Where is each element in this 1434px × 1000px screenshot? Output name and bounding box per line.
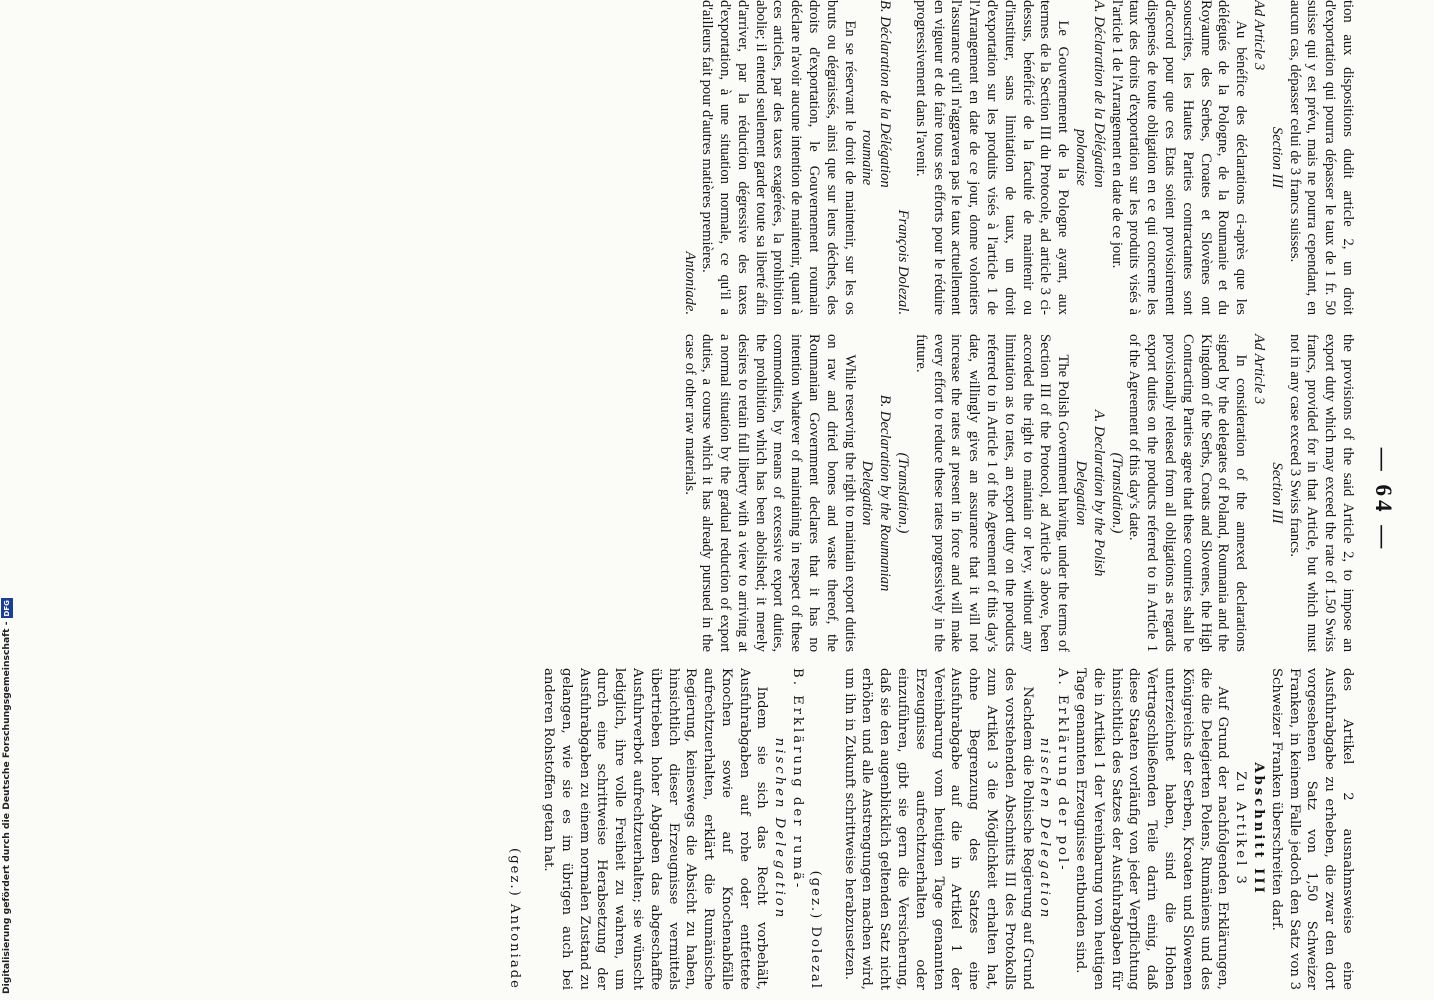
german-column bbox=[505, 668, 1356, 990]
english-section-text: In consideration of the annexed declarations signed by the delegates of Poland, Roumania and the Kingdom of the Serbs, Croats and Slovenes, the High Contracting Parties agree that these countries shall be provisionally released from all obligations as regards export duties on the products referred to in Article 1 of the Agreement of this day's date. bbox=[1126, 334, 1250, 652]
german-signature-a: (gez.) Dolezal bbox=[807, 870, 823, 990]
french-declaration-a-heading: A. Déclaration de la Délégation bbox=[1090, 0, 1107, 188]
english-section-heading: Section III bbox=[1268, 462, 1285, 524]
page-number: — 64 — bbox=[1371, 447, 1396, 553]
credit-text: Digitalisierung gefördert durch die Deutsche Forschungsgemeinschaft - bbox=[1, 621, 12, 994]
english-translation-note-b: (Translation.) bbox=[895, 452, 912, 534]
german-declaration-a-text: Nachdem die Polnische Regierung auf Grund des vorstehenden Abschnitts III des Protokolls zum Artikel 3 die Möglichkeit erhalten hat, ohne Begrenzung des Satzes eine Ausfuhrabgabe auf die in Artikel 1 der Vereinbarung vom heutigen Tage genannten Erzeugnisse aufrechtzuerhalten oder einzuführen, gibt sie gern die Versicherung, daß sie den augenblicklich geltenden Satz nicht erhöhen und alle Anstrengungen machen wird, um ihn in Zukunft schrittweise herabzusetzen. bbox=[841, 668, 1035, 990]
german-declaration-a-heading: A. Erklärung der pol- bbox=[1055, 668, 1071, 873]
french-continuation: tion aux dispositions dudit article 2, un droit d'exportation qui pourra dépasser le taux de 1 fr. 50 suisse qui y est prévu, mais ne pourra cependant, en aucun cas, dépasser celui de 3 francs suisses. bbox=[1286, 0, 1356, 315]
french-declaration-a-text: Le Gouvernement de la Pologne ayant, aux termes de la Section III du Protocole, ad article 3 ci-dessus, bénéficié de la faculté de maintenir ou d'instituer, sans limitation de taux, un droit d'exportation sur les produits visés à l'article 1 de l'Arrangement en date de ce jour, donne volontiers l'assurance qu'il n'aggravera pas le taux actuellement en vigueur et de faire tous ses efforts pour le réduire progressivement dans l'avenir. bbox=[912, 0, 1072, 315]
digitization-credit bbox=[1, 600, 13, 994]
french-declaration-b-heading: B. Déclaration de la Délégation bbox=[877, 0, 894, 188]
english-declaration-b-subheading: Delegation bbox=[859, 460, 876, 526]
german-declaration-b-subheading: nischen Delegation bbox=[772, 737, 788, 921]
english-column bbox=[680, 334, 1356, 652]
german-declaration-b-heading: B. Erklärung der rumä- bbox=[790, 668, 806, 891]
english-declaration-a-text: The Polish Government having, under the terms of Section III of the Protocol, ad Article 3 above, been accorded the right to maintain or levy, without any limitation as to rates, an export duty on the products referred to in Article 1 of the Agreement of this day's date, willingly gives an assurance that it will not increase the rates at present in force and will make every effort to reduce these rates progressively in the future. bbox=[912, 334, 1072, 652]
french-declaration-b-subheading: roumaine bbox=[859, 129, 876, 186]
french-declaration-a-subheading: polonaise bbox=[1073, 129, 1090, 186]
french-section-text: Au bénéfice des déclarations ci-après que les délégués de la Pologne, de la Roumanie et du Royaume des Serbes, Croates et Slovènes ont souscrites, les Hautes Parties contractantes sont d'accord pour que ces Etats soient provisoirement dispensés de toute obligation en ce qui concerne les taux des droits d'exportation sur les produits visés à l'article 1 de l'Arrangement en date de ce jour. bbox=[1108, 0, 1250, 315]
english-declaration-b-text: While reserving the right to maintain export duties on raw and dried bones and waste thereof, the Roumanian Government declares that it has no intention whatever of maintaining in respect of these commodities, by means of excessive export duties, the prohibition which has been abolished; it merely desires to retain full liberty with a view to arriving at a normal situation by the gradual reduction of export duties, a course which it has already pursued in the case of other raw materials. bbox=[681, 334, 858, 652]
german-article-heading: Zu Artikel 3 bbox=[1233, 771, 1249, 887]
english-declaration-a-heading: A. Declaration by the Polish bbox=[1090, 409, 1107, 577]
german-signature-b: (gez.) Antoniade bbox=[507, 848, 523, 990]
german-declaration-a-subheading: nischen Delegation bbox=[1037, 737, 1053, 921]
french-signature-b: Antoniade. bbox=[681, 251, 698, 315]
french-section-heading: Section III bbox=[1268, 126, 1285, 189]
german-section-heading: Abschnitt III bbox=[1251, 762, 1267, 896]
english-translation-note-a: (Translation.) bbox=[1108, 452, 1125, 534]
english-continuation: the provisions of the said Article 2, to impose an export duty which may exceed the rate of 1.50 Swiss francs, provided for in that Article, but which must not in any case exceed 3 Swiss francs. bbox=[1286, 334, 1356, 652]
german-continuation: des Artikel 2 ausnahmsweise eine Ausfuhrabgabe zu erheben, die zwar den dort vorgesehenen Satz von 1,50 Schweizer Franken, in keinem Falle jedoch den Satz von 3 Schweizer Franken überschreiten darf. bbox=[1268, 668, 1355, 990]
english-declaration-b-heading: B. Declaration by the Roumanian bbox=[877, 394, 894, 592]
dfg-logo: DFG bbox=[3, 600, 11, 617]
french-column bbox=[680, 0, 1356, 315]
french-signature-a: François Dolezal. bbox=[895, 209, 912, 315]
german-declaration-b-text: Indem sie sich das Recht vorbehält, Ausfuhrabgaben auf rohe oder entfettete Knochen sowie auf Knochenabfälle aufrechtzuerhalten, erklärt die Rumänische Regierung, keineswegs die Absicht zu haben, hinsichtlich dieser Erzeugnisse vermittels übertrieben hoher Abgaben das abgeschaffte Ausfuhrverbot aufrechtzuerhalten; sie wünscht lediglich, ihre volle Freiheit zu wahren, um durch eine schrittweise Herabsetzung der Ausfuhrabgaben zu einem normalen Zustand zu gelangen, wie sie es im übrigen auch bei anderen Rohstoffen getan hat. bbox=[540, 668, 770, 990]
german-section-text: Auf Grund der nachfolgenden Erklärungen, die die Delegierten Polens, Rumäniens und des Königreichs der Serben, Kroaten und Slowenen unterzeichnet haben, sind die Hohen Vertragschließenden Teile darin einig, daß diese Staaten vorläufig von jeder Verpflichtung hinsichtlich des Satzes der Ausfuhrabgaben für die in Artikel 1 der Vereinbarung vom heutigen Tage genannten Erzeugnisse entbunden sind. bbox=[1073, 668, 1231, 990]
french-declaration-b-text: En se réservant le droit de maintenir, sur les os bruts ou dégraissés, ainsi que sur leurs déchets, des droits d'exportation, le Gouvernement roumain déclare n'avoir aucune intention de maintenir, quant à ces articles, par des taxes exagérées, la prohibition abolie; il entend seulement garder toute sa liberté afin d'arriver, par la réduction dégressive des taxes d'exportation, à une situation normale, ce qu'il a d'ailleurs fait pour d'autres matières premières. bbox=[699, 0, 858, 315]
english-article-heading: Ad Article 3 bbox=[1251, 334, 1268, 405]
french-article-heading: Ad Article 3 bbox=[1251, 0, 1268, 71]
english-declaration-a-subheading: Delegation bbox=[1073, 460, 1090, 526]
